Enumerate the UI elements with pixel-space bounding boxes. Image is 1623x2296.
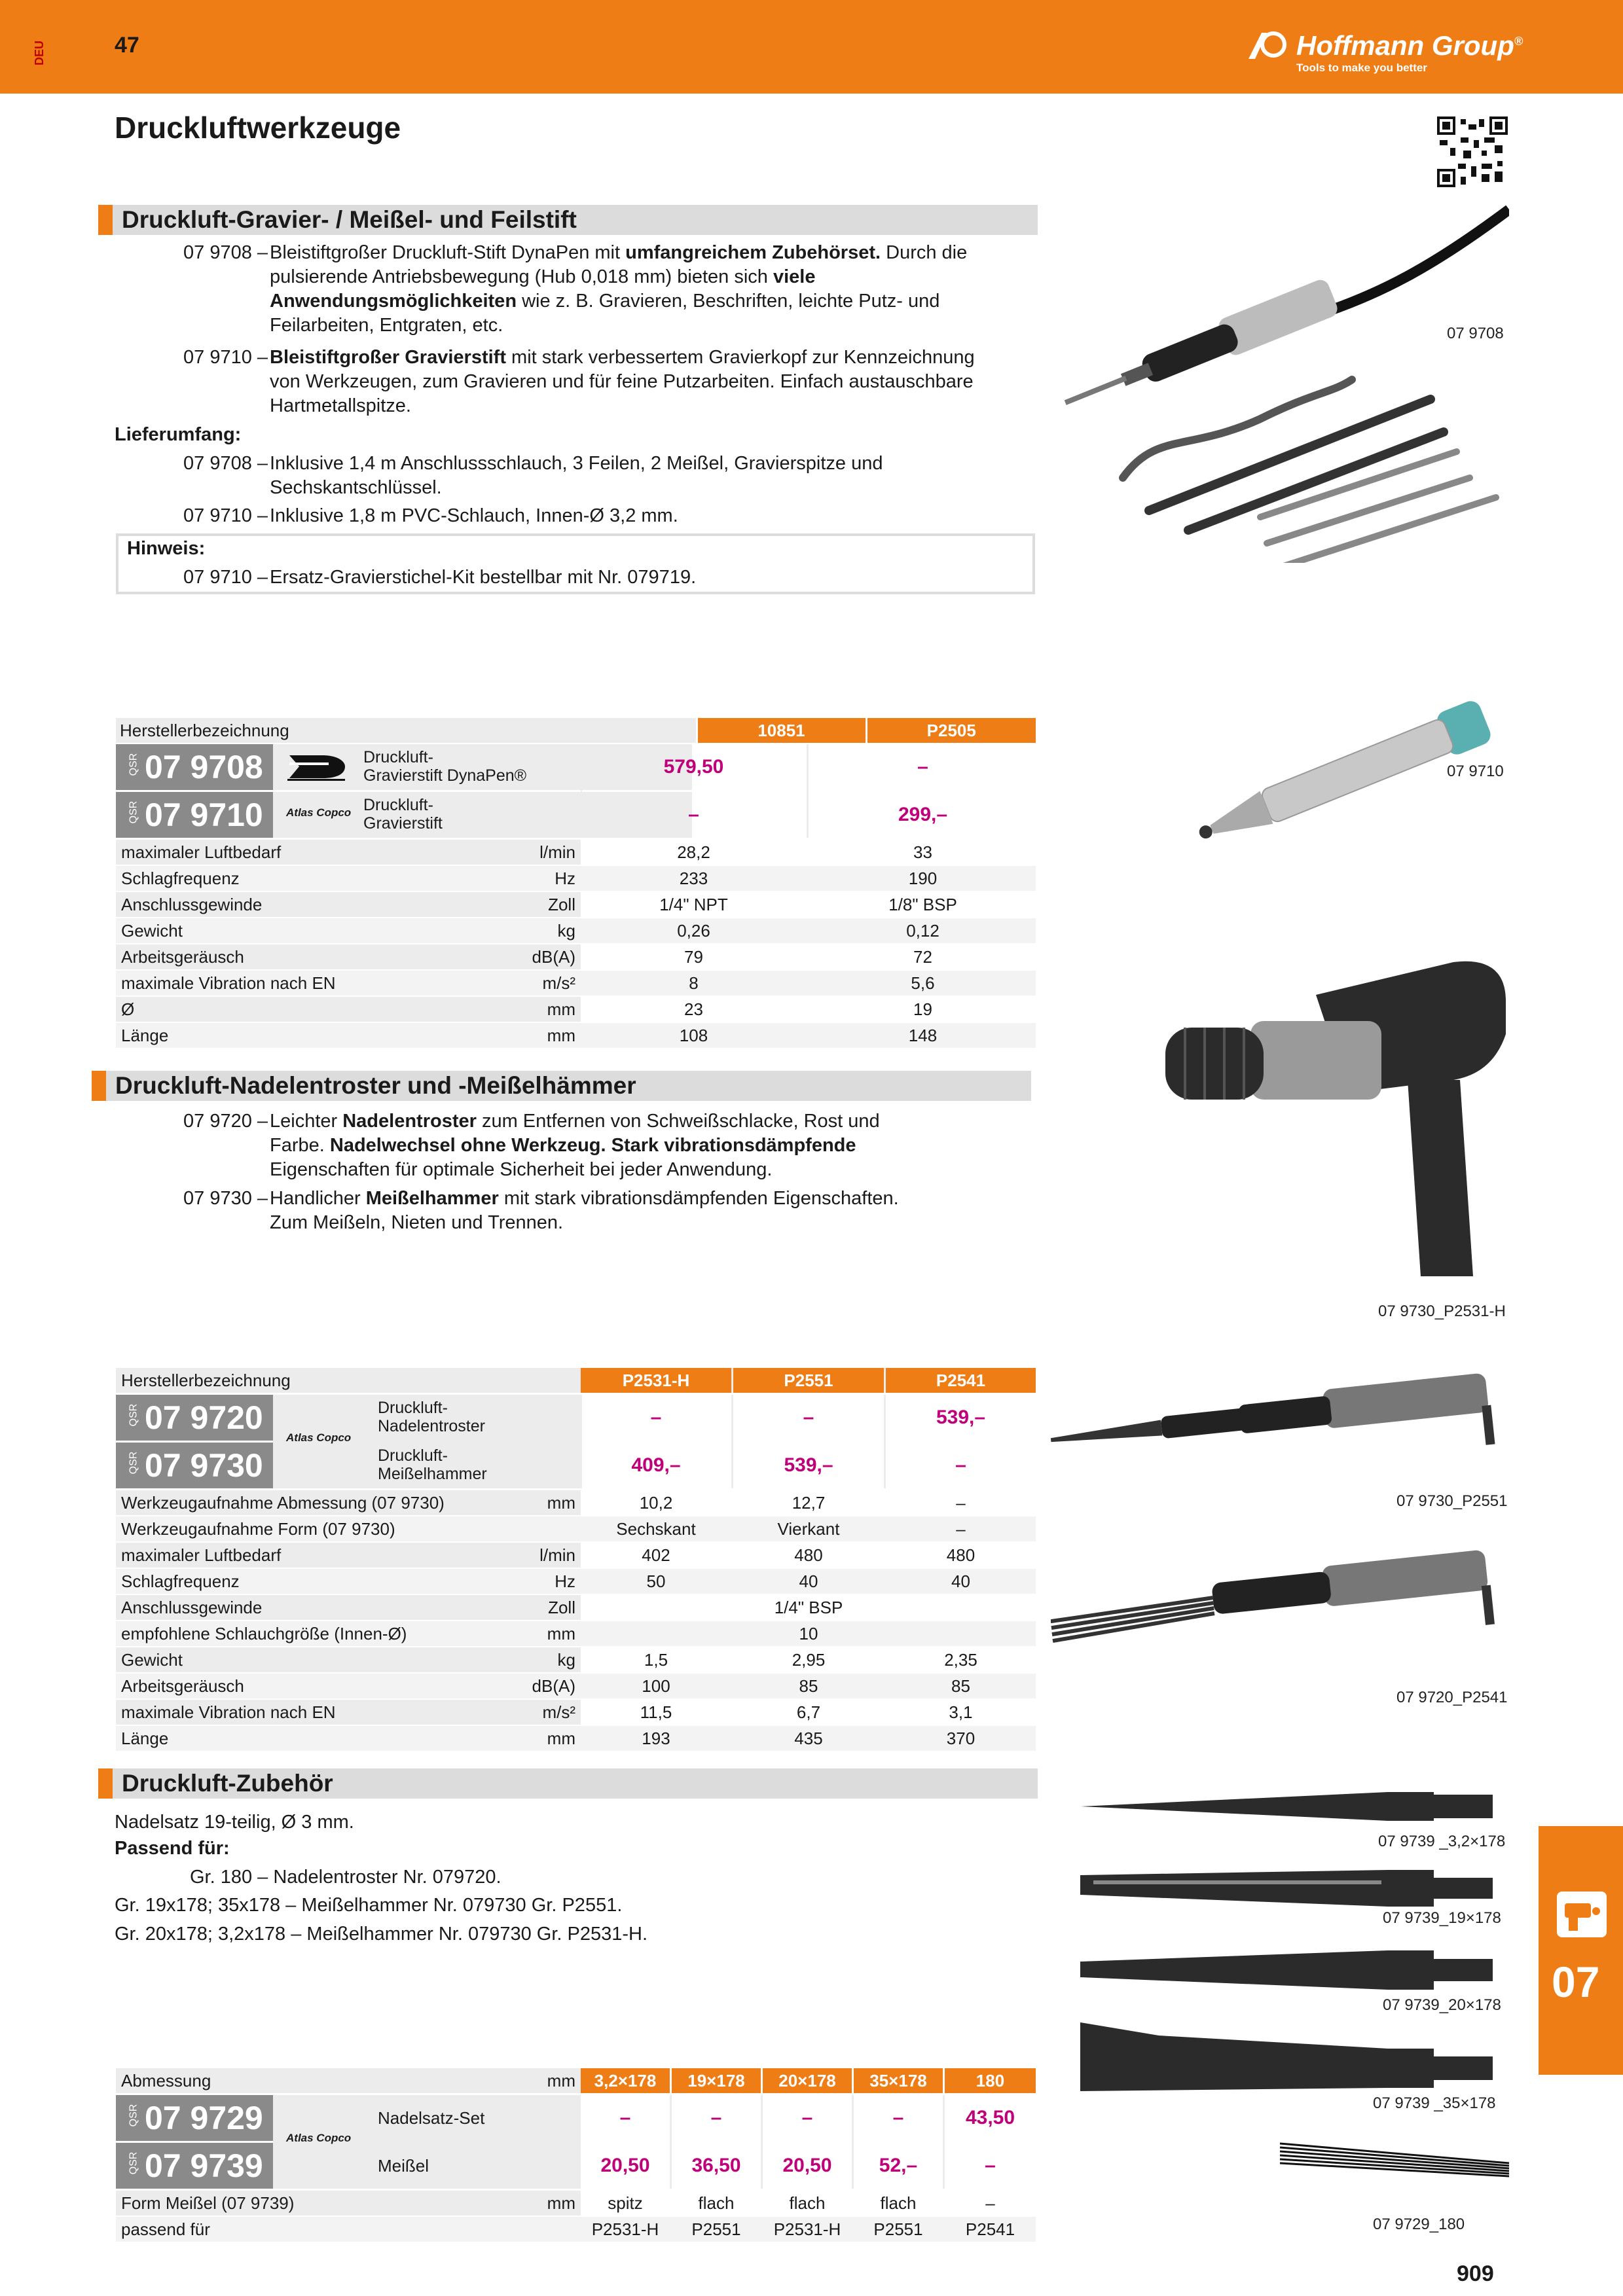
cell-value: 435	[794, 1729, 823, 1748]
qr-code-icon[interactable]	[1437, 117, 1508, 187]
item-description: Leichter Nadelentroster zum Entfernen von Schweißschlacke, Rost und Farbe. Nadelwechsel ohne Werkzeug. Stark vibrationsdämpfende Eigenschaften für optimale Sicherheit bei jeder Anwendung.	[270, 1111, 880, 1180]
lieferumfang-text: Inklusive 1,8 m PVC-Schlauch, Innen-Ø 3,2 mm.	[270, 505, 678, 526]
product-desc: Druckluft- Nadelentroster	[378, 1399, 485, 1435]
image-caption: 07 9730_P2531-H	[1378, 1302, 1506, 1320]
cell-value: 1/4" BSP	[774, 1598, 843, 1617]
item-number: 07 9720 –	[183, 1111, 268, 1132]
cell-value: P2551	[691, 2219, 741, 2239]
image-caption: 07 9710	[1447, 762, 1504, 780]
row-unit: mm	[547, 999, 575, 1019]
cell-value: 10	[799, 1624, 818, 1643]
row-label: maximale Vibration nach EN	[121, 1702, 336, 1722]
passend-line: Gr. 20x178; 3,2x178 – Meißelhammer Nr. 079730 Gr. P2531-H.	[115, 1924, 648, 1945]
chapter-tab[interactable]	[1539, 1826, 1623, 2075]
cell-value: 40	[951, 1571, 970, 1591]
cell-value: 40	[799, 1571, 818, 1591]
divider	[852, 2095, 854, 2189]
lieferumfang-text: Inklusive 1,4 m Anschlussschlauch, 3 Feilen, 2 Meißel, Gravierspitze und Sechskantschlüssel.	[270, 453, 883, 498]
cell-value: –	[985, 2193, 995, 2213]
lieferumfang-label: Lieferumfang:	[115, 424, 242, 445]
cell-value: P2531-H	[773, 2219, 841, 2239]
row-label: Schlagfrequenz	[121, 869, 240, 888]
qsr-label: QSR	[128, 2104, 139, 2127]
cell-value: –	[956, 1493, 966, 1513]
brand-name: Hoffmann Group®	[1296, 30, 1523, 61]
cell-value: P2541	[965, 2219, 1015, 2239]
cell-value: flach	[789, 2193, 826, 2213]
price: 299,–	[898, 804, 948, 825]
zubehoer-line: Nadelsatz 19-teilig, Ø 3 mm.	[115, 1812, 354, 1833]
product-image-079720-p2541	[1051, 1545, 1516, 1676]
row-unit: mm	[547, 1026, 575, 1045]
cell-value: 1/4" NPT	[659, 895, 728, 914]
row-label: Länge	[121, 1729, 169, 1748]
chapter-number: 47	[115, 33, 139, 58]
item-number: 07 9730 –	[183, 1188, 268, 1209]
row-label: Werkzeugaufnahme Form (07 9730)	[121, 1519, 395, 1539]
divider	[761, 2095, 763, 2189]
price: –	[650, 1407, 662, 1428]
row-unit: m/s²	[542, 1702, 575, 1722]
row-unit: Hz	[555, 869, 575, 888]
hoffmann-logo-icon	[1247, 30, 1290, 63]
price: –	[688, 804, 699, 825]
column-header: 19×178	[672, 2068, 761, 2093]
row-unit: kg	[557, 921, 575, 941]
cell-value: 11,5	[640, 1702, 672, 1722]
row-unit: l/min	[539, 1545, 575, 1565]
row-unit: dB(A)	[532, 1676, 575, 1696]
column-header: 20×178	[763, 2068, 852, 2093]
article-cell[interactable]	[116, 2143, 273, 2189]
price: –	[892, 2107, 904, 2128]
image-caption: 07 9730_P2551	[1396, 1492, 1508, 1510]
passend-line: Gr. 19x178; 35x178 – Meißelhammer Nr. 079730 Gr. P2551.	[115, 1895, 623, 1916]
column-header: P2551	[733, 1368, 884, 1393]
item-description: Bleistiftgroßer Gravierstift mit stark verbessertem Gravierkopf zur Kennzeichnung von Werkzeugen, zum Gravieren und für feine Putzarbeiten. Einfach austauschbare Hartmetallspitze.	[270, 347, 975, 416]
atlas-copco-logo: Atlas Copco	[286, 806, 352, 819]
product-image-079708	[1038, 196, 1509, 563]
row-label: maximaler Luftbedarf	[121, 1545, 282, 1565]
cell-value: 85	[951, 1676, 970, 1696]
row-label: Gewicht	[121, 921, 183, 941]
desc-cell	[273, 1395, 581, 1488]
row-label: empfohlene Schlauchgröße (Innen-Ø)	[121, 1624, 407, 1643]
article-cell[interactable]	[116, 1443, 273, 1488]
item-number: 07 9710 –	[183, 505, 268, 526]
cell-value: 1/8" BSP	[888, 895, 957, 914]
row-unit: Zoll	[548, 1598, 575, 1617]
passend-label: Passend für:	[115, 1838, 230, 1859]
price: 36,50	[691, 2155, 741, 2176]
brand-tagline: Tools to make you better	[1296, 62, 1427, 74]
page-title: Druckluftwerkzeuge	[115, 111, 401, 145]
product-image-079730-p2551	[1051, 1368, 1516, 1486]
cell-value: 480	[946, 1545, 976, 1565]
atlas-copco-logo: Atlas Copco	[286, 2132, 352, 2144]
cell-value: 85	[799, 1676, 818, 1696]
qsr-label: QSR	[128, 2151, 139, 2175]
cell-value: 23	[684, 999, 703, 1019]
row-label: maximale Vibration nach EN	[121, 973, 336, 993]
column-header: 180	[945, 2068, 1036, 2093]
row-label: Arbeitsgeräusch	[121, 1676, 244, 1696]
cell-value: P2531-H	[591, 2219, 659, 2239]
row-unit: Zoll	[548, 895, 575, 914]
cell-value: 5,6	[911, 973, 935, 993]
cell-value: 19	[913, 999, 932, 1019]
cell-value: 108	[679, 1026, 708, 1045]
passend-line: Gr. 180 – Nadelentroster Nr. 079720.	[190, 1867, 501, 1888]
article-number: 07 9739	[145, 2147, 263, 2184]
item-number: 07 9708 –	[183, 242, 268, 263]
spec-table-gravierstift	[116, 718, 1036, 744]
price: 539,–	[784, 1454, 833, 1476]
cell-value: 12,7	[792, 1493, 826, 1513]
row-label: Werkzeugaufnahme Abmessung (07 9730)	[121, 1493, 445, 1513]
price: 539,–	[936, 1407, 986, 1428]
language-code: DEU	[33, 40, 46, 65]
product-image-chisel-20	[1080, 1941, 1506, 2000]
price: –	[803, 1407, 814, 1428]
qsr-label: QSR	[128, 1451, 139, 1475]
product-desc: Druckluft- Meißelhammer	[378, 1446, 487, 1483]
divider	[670, 2095, 672, 2189]
row-label: maximaler Luftbedarf	[121, 842, 282, 862]
article-number: 07 9729	[145, 2100, 263, 2136]
table-header-unit: mm	[547, 2071, 575, 2090]
item-number: 07 9708 –	[183, 453, 268, 474]
product-image-chisel-19	[1080, 1862, 1506, 1914]
row-unit: mm	[547, 1624, 575, 1643]
qsr-label: QSR	[128, 800, 139, 824]
product-desc: Nadelsatz-Set	[378, 2108, 485, 2128]
cell-value: Sechskant	[616, 1519, 696, 1539]
row-label: Form Meißel (07 9739)	[121, 2193, 295, 2213]
row-label: Schlagfrequenz	[121, 1571, 240, 1591]
article-number: 07 9730	[145, 1447, 263, 1484]
desc-cell	[273, 2095, 581, 2189]
cell-value: 50	[646, 1571, 666, 1591]
price: –	[619, 2107, 631, 2128]
product-image-chisel-spitz	[1080, 1780, 1506, 1833]
qsr-label: QSR	[128, 753, 139, 776]
atlas-copco-logo: Atlas Copco	[286, 1431, 352, 1444]
image-caption: 07 9729_180	[1373, 2215, 1465, 2233]
table-header-label: Herstellerbezeichnung	[116, 718, 697, 744]
product-rows	[116, 744, 1036, 838]
article-cell[interactable]	[116, 1395, 273, 1441]
article-cell[interactable]	[116, 2095, 273, 2141]
item-description: Bleistiftgroßer Druckluft-Stift DynaPen mit umfangreichem Zubehörset. Durch die pulsierende Antriebsbewegung (Hub 0,018 mm) bieten sich viele Anwendungsmöglichkeiten wie z. B. Gravieren, Beschriften, leichte Putz- und Feilarbeiten, Entgraten, etc.	[270, 242, 968, 336]
cell-value: P2551	[873, 2219, 923, 2239]
row-label: Anschlussgewinde	[121, 895, 263, 914]
column-header: 3,2×178	[581, 2068, 670, 2093]
article-cell[interactable]	[116, 792, 273, 838]
column-header: 35×178	[854, 2068, 943, 2093]
cell-value: –	[956, 1519, 966, 1539]
product-image-needle-set	[1273, 2137, 1516, 2189]
cell-value: 2,95	[792, 1650, 826, 1670]
row-unit: mm	[547, 2193, 575, 2213]
column-header: P2541	[886, 1368, 1036, 1393]
row-label: Länge	[121, 1026, 169, 1045]
row-label: Gewicht	[121, 1650, 183, 1670]
cell-value: 6,7	[796, 1702, 821, 1722]
image-caption: 07 9739 _35×178	[1373, 2094, 1496, 2112]
cell-value: 33	[913, 842, 932, 862]
cell-value: flach	[698, 2193, 735, 2213]
image-caption: 07 9739_19×178	[1383, 1909, 1501, 1927]
hinweis-text: Ersatz-Gravierstichel-Kit bestellbar mit Nr. 079719.	[270, 567, 697, 588]
cell-value: 370	[946, 1729, 976, 1748]
image-caption: 07 9720_P2541	[1396, 1689, 1508, 1706]
divider	[731, 1395, 733, 1488]
column-header: 10851	[697, 718, 866, 744]
cell-value: 402	[642, 1545, 670, 1565]
price: –	[985, 2155, 996, 2176]
qsr-label: QSR	[128, 1403, 139, 1427]
product-image-079730-p2531h	[1152, 949, 1519, 1289]
price: –	[917, 756, 928, 778]
cell-value: 2,35	[944, 1650, 977, 1670]
price: 409,–	[631, 1454, 681, 1476]
cell-value: 233	[679, 869, 708, 888]
cell-value: 28,2	[677, 842, 710, 862]
section-title-zubehoer: Druckluft-Zubehör	[98, 1768, 1038, 1799]
section-title-nadelentroster: Druckluft-Nadelentroster und -Meißelhämmer	[92, 1071, 1031, 1101]
product-desc: Druckluft- Gravierstift DynaPen®	[363, 748, 527, 785]
row-label: Arbeitsgeräusch	[121, 947, 244, 967]
price: –	[710, 2107, 722, 2128]
cell-value: 193	[642, 1729, 670, 1748]
chapter-tab-number: 07	[1552, 1958, 1600, 2006]
price: –	[801, 2107, 813, 2128]
row-unit: dB(A)	[532, 947, 575, 967]
row-unit: Hz	[555, 1571, 575, 1591]
cell-value: 190	[908, 869, 938, 888]
divider	[807, 744, 809, 838]
cell-value: spitz	[608, 2193, 643, 2213]
price: 579,50	[663, 756, 724, 778]
row-label: Ø	[121, 999, 135, 1019]
table-header-label: Abmessung	[121, 2071, 211, 2090]
column-header: P2531-H	[581, 1368, 731, 1393]
table-header-label: Herstellerbezeichnung	[121, 1371, 291, 1390]
column-header: P2505	[866, 718, 1036, 744]
row-unit: mm	[547, 1729, 575, 1748]
article-number: 07 9710	[145, 797, 263, 833]
cell-value: 72	[913, 947, 932, 967]
article-number: 07 9720	[145, 1399, 263, 1436]
image-caption: 07 9708	[1447, 325, 1504, 342]
item-description: Handlicher Meißelhammer mit stark vibrationsdämpfenden Eigenschaften. Zum Meißeln, Nieten und Trennen.	[270, 1188, 899, 1233]
page-number: 909	[1457, 2261, 1494, 2286]
row-label: Anschlussgewinde	[121, 1598, 263, 1617]
price: –	[955, 1454, 966, 1476]
cell-value: 1,5	[644, 1650, 668, 1670]
row-unit: mm	[547, 1493, 575, 1513]
cell-value: 100	[642, 1676, 670, 1696]
item-number: 07 9710 –	[183, 567, 268, 588]
article-cell[interactable]	[116, 744, 273, 790]
divider	[581, 1395, 582, 1488]
cell-value: Vierkant	[777, 1519, 840, 1539]
article-number: 07 9708	[145, 749, 263, 785]
cell-value: 79	[684, 947, 703, 967]
cell-value: flach	[880, 2193, 917, 2213]
item-number: 07 9710 –	[183, 347, 268, 368]
cell-value: 0,12	[906, 921, 939, 941]
divider	[943, 2095, 945, 2189]
divider	[581, 744, 582, 838]
product-desc: Meißel	[378, 2156, 429, 2176]
hinweis-label: Hinweis:	[127, 538, 206, 559]
row-unit: l/min	[539, 842, 575, 862]
row-unit: kg	[557, 1650, 575, 1670]
cell-value: 3,1	[949, 1702, 973, 1722]
cell-value: 0,26	[677, 921, 710, 941]
image-caption: 07 9739 _3,2×178	[1378, 1833, 1506, 1850]
cell-value: 10,2	[639, 1493, 673, 1513]
price: 43,50	[965, 2107, 1015, 2128]
product-desc: Druckluft- Gravierstift	[363, 796, 443, 833]
price: 52,–	[879, 2155, 918, 2176]
dynabrade-logo-icon	[286, 752, 348, 781]
image-caption: 07 9739_20×178	[1383, 1996, 1501, 2014]
product-image-chisel-35	[1080, 2016, 1506, 2101]
row-unit: m/s²	[542, 973, 575, 993]
divider	[884, 1395, 886, 1488]
price: 20,50	[782, 2155, 832, 2176]
cell-value: 480	[794, 1545, 823, 1565]
section-title-gravierstift: Druckluft-Gravier- / Meißel- und Feilstift	[98, 205, 1038, 235]
price: 20,50	[600, 2155, 650, 2176]
row-label: passend für	[121, 2219, 210, 2239]
cell-value: 148	[908, 1026, 938, 1045]
cell-value: 8	[689, 973, 699, 993]
